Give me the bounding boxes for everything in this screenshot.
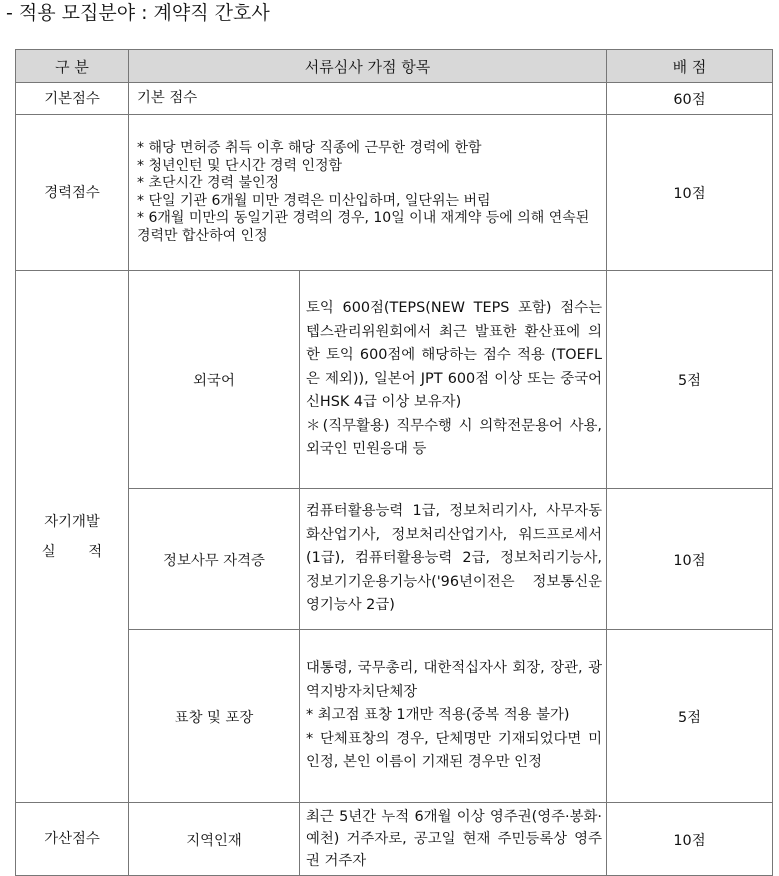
career-items	[129, 115, 607, 271]
self-dev-category-line2: 실 적	[41, 543, 103, 560]
awards-desc-note1: * 최고점 표창 1개만 적용(중복 적용 불가)	[306, 707, 570, 724]
table-header-row	[16, 50, 773, 83]
career-item-2: * 청년인턴 및 단시간 경력 인정함	[137, 157, 343, 174]
scoring-criteria-table	[15, 49, 773, 876]
career-score: 10점	[607, 115, 773, 271]
career-item-5: * 6개월 미만의 동일기관 경력의 경우, 10일 이내 재계약 등에 의해 연속된 경력만 합산하여 인정	[137, 210, 590, 244]
self-dev-category	[16, 271, 129, 803]
it-cert-name: 정보사무 자격증	[129, 489, 300, 630]
basic-score: 60점	[607, 83, 773, 115]
table-row-bonus	[16, 803, 773, 876]
it-cert-desc: 컴퓨터활용능력 1급, 정보처리기사, 사무자동화산업기사, 정보처리산업기사, 워드프로세서(1급), 컴퓨터활용능력 2급, 정보처리기능사, 정보기기운용기능사('96년이전은 정보통신운영기능사 2급)	[300, 489, 607, 630]
section-title: - 적용 모집분야 : 계약직 간호사	[6, 2, 270, 24]
career-item-1: * 해당 면허증 취득 이후 해당 직종에 근무한 경력에 한함	[137, 140, 482, 156]
table-row-foreign-language	[16, 271, 773, 489]
foreign-language-name: 외국어	[129, 271, 300, 489]
basic-item: 기본 점수	[129, 83, 607, 115]
header-item: 서류심사 가점 항목	[129, 50, 607, 83]
table-row-awards	[16, 630, 773, 803]
table-row-basic	[16, 83, 773, 115]
awards-name: 표창 및 포장	[129, 630, 300, 803]
awards-desc-main: 대통령, 국무총리, 대한적십자사 회장, 장관, 광역지방자치단체장	[306, 660, 602, 700]
foreign-language-desc-note: ＊(직무활용) 직무수행 시 의학전문용어 사용, 외국인 민원응대 등	[306, 417, 602, 458]
basic-category: 기본점수	[16, 83, 129, 115]
self-dev-category-line1: 자기개발	[44, 513, 100, 530]
table-row-it-cert	[16, 489, 773, 630]
bonus-category: 가산점수	[16, 803, 129, 876]
table-row-career	[16, 115, 773, 271]
career-category: 경력점수	[16, 115, 129, 271]
foreign-language-desc-main: 토익 600점(TEPS(NEW TEPS 포함) 점수는 텝스관리위원회에서 최근 발표한 환산표에 의한 토익 600점에 해당하는 점수 적용 (TOEFL은 제외)), 일본어 JPT 600점 이상 또는 중국어 신HSK 4급 이상 보유자)	[306, 299, 602, 411]
header-category: 구 분	[16, 50, 129, 83]
awards-desc	[300, 630, 607, 803]
career-item-4: * 단일 기관 6개월 미만 경력은 미산입하며, 일단위는 버림	[137, 192, 491, 209]
it-cert-score: 10점	[607, 489, 773, 630]
foreign-language-desc	[300, 271, 607, 489]
header-score: 배 점	[607, 50, 773, 83]
bonus-desc: 최근 5년간 누적 6개월 이상 영주권(영주·봉화·예천) 거주자로, 공고일 현재 주민등록상 영주권 거주자	[300, 803, 607, 876]
bonus-score: 10점	[607, 803, 773, 876]
career-item-3: * 초단시간 경력 불인정	[137, 175, 280, 191]
awards-score: 5점	[607, 630, 773, 803]
awards-desc-note2: * 단체표창의 경우, 단체명만 기재되었다면 미인정, 본인 이름이 기재된 경우만 인정	[306, 730, 602, 771]
foreign-language-score: 5점	[607, 271, 773, 489]
bonus-name: 지역인재	[129, 803, 300, 876]
